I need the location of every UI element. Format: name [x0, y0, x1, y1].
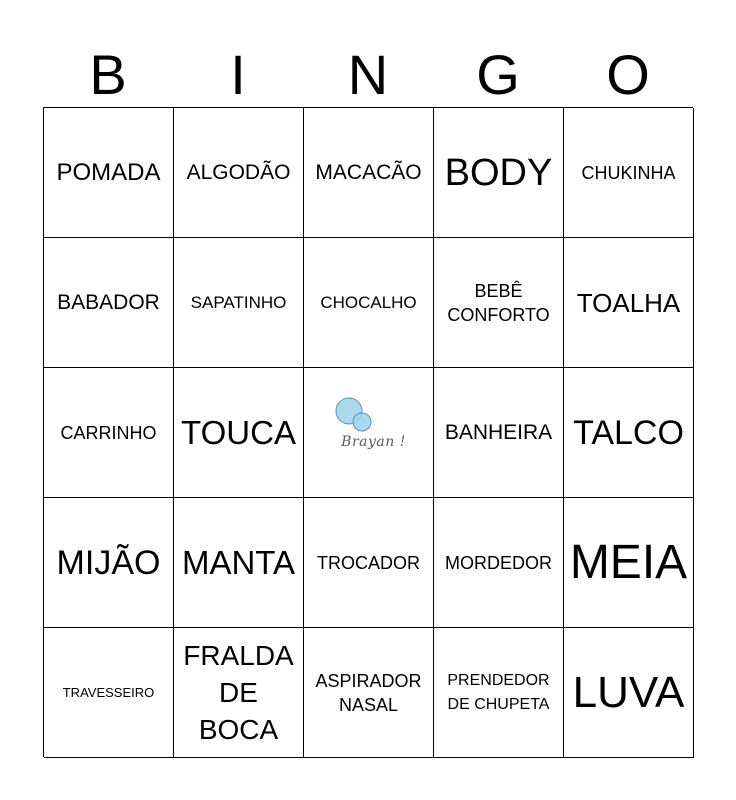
cell-label: MANTA [181, 543, 296, 581]
cell-label: MACACÃO [315, 160, 422, 184]
free-space-label: Brayan ! [341, 434, 406, 450]
cell-label: TROCADOR [317, 552, 420, 573]
bingo-cell[interactable] [174, 368, 304, 498]
bingo-cell[interactable] [304, 498, 434, 628]
bingo-cell[interactable] [44, 108, 174, 238]
cell-label: PRENDEDOR DE CHUPETA [447, 671, 550, 713]
cell-label: MEIA [569, 535, 688, 589]
header-letter-b: B [89, 43, 127, 106]
bingo-cell[interactable] [44, 498, 174, 628]
bingo-cell[interactable] [44, 628, 174, 758]
cell-label: MORDEDOR [445, 552, 552, 573]
bingo-cell[interactable] [304, 108, 434, 238]
bingo-cell[interactable] [564, 368, 694, 498]
bingo-cell[interactable] [434, 498, 564, 628]
cell-label: CHUKINHA [581, 162, 676, 183]
bubbles-icon [332, 396, 376, 434]
free-space-cell[interactable] [304, 368, 434, 498]
cell-label: MIJÃO [56, 543, 161, 582]
cell-label: CHOCALHO [320, 292, 417, 312]
bingo-cell[interactable] [564, 108, 694, 238]
header-letter-g: G [476, 43, 520, 106]
cell-label: TOALHA [576, 287, 681, 318]
bubble-small [353, 413, 371, 431]
cell-label: BABADOR [57, 290, 160, 314]
bingo-cell[interactable] [434, 628, 564, 758]
bingo-header [43, 44, 693, 106]
bingo-cell[interactable] [434, 108, 564, 238]
bingo-cell[interactable] [174, 498, 304, 628]
bingo-cell[interactable] [304, 238, 434, 368]
bingo-cell[interactable] [434, 368, 564, 498]
header-letter-o: O [606, 43, 650, 106]
cell-label: ASPIRADOR NASAL [315, 670, 422, 715]
cell-label: CARRINHO [60, 422, 157, 443]
cell-label: LUVA [572, 667, 685, 717]
header-letter-i: I [230, 43, 246, 106]
bingo-cell[interactable] [564, 238, 694, 368]
bingo-board [43, 107, 693, 757]
cell-label: POMADA [56, 158, 161, 186]
cell-label: SAPATINHO [190, 292, 287, 312]
bingo-cell[interactable] [564, 498, 694, 628]
bingo-cell[interactable] [44, 368, 174, 498]
bingo-cell[interactable] [174, 628, 304, 758]
cell-label: TRAVESSEIRO [62, 684, 155, 700]
cell-label: TALCO [573, 413, 684, 452]
header-letter-n: N [347, 43, 389, 106]
bingo-cell[interactable] [44, 238, 174, 368]
cell-label: BANHEIRA [444, 420, 553, 444]
bingo-cell[interactable] [174, 108, 304, 238]
cell-label: ALGODÃO [186, 160, 291, 184]
cell-label: FRALDA DE BOCA [183, 640, 294, 745]
cell-label: TOUCA [181, 413, 296, 451]
bingo-cell[interactable] [434, 238, 564, 368]
cell-label: BODY [444, 151, 553, 194]
bingo-cell[interactable] [304, 628, 434, 758]
cell-label: BEBÊ CONFORTO [447, 280, 550, 325]
bingo-cell[interactable] [174, 238, 304, 368]
bingo-cell[interactable] [564, 628, 694, 758]
